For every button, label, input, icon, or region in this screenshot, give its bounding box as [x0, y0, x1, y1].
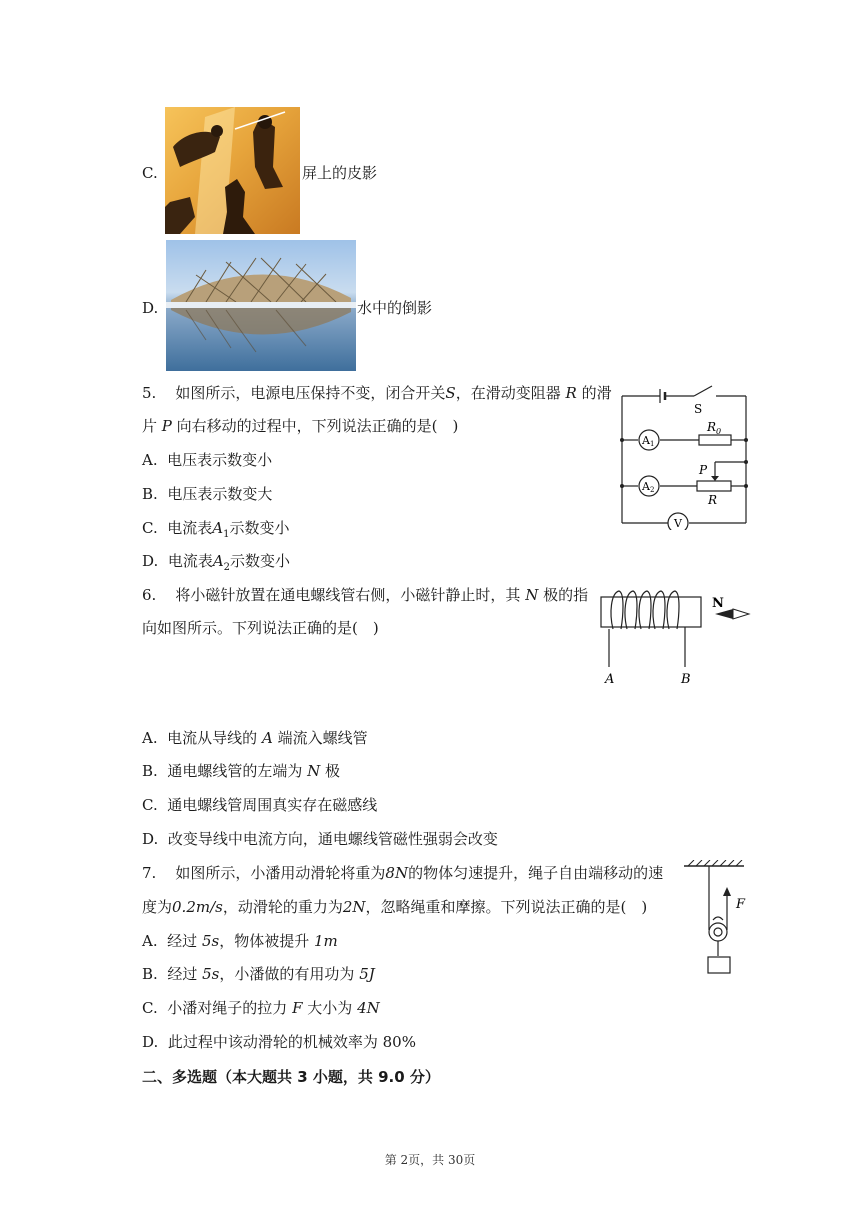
option-text: ，小潘做的有用功为 [219, 965, 355, 983]
q5-var-p: P [161, 417, 172, 435]
q5-text: 如图所示，电源电压保持不变，闭合开关 [175, 384, 446, 402]
q5-line1 [142, 383, 612, 403]
q5-text: 向右移动的过程中，下列说法正确的是( ) [176, 417, 459, 435]
solenoid-diagram [595, 585, 755, 690]
q7-text: ，忽略绳重和摩擦。下列说法正确的是( ) [365, 898, 648, 916]
option-letter: A. [142, 729, 158, 747]
q6-text: 极的指 [543, 586, 589, 604]
option-d-letter: D. [142, 299, 159, 317]
q5-number: 5. [142, 384, 157, 402]
option-var: F [292, 999, 303, 1017]
q5-option-a[interactable] [142, 450, 272, 470]
r0-label-main: R [707, 420, 717, 434]
force-f-label: F [736, 897, 746, 912]
q7-option-a[interactable] [142, 931, 338, 951]
q7-text: 如图所示，小潘用动滑轮将重为 [175, 864, 386, 882]
option-letter: D. [142, 830, 159, 848]
option-d-caption: 水中的倒影 [357, 299, 433, 317]
option-text: 电流从导线的 [167, 729, 258, 747]
option-var: A [212, 519, 224, 537]
option-text: 电压表示数变小 [167, 451, 273, 469]
q7-number: 7. [142, 864, 157, 882]
option-text: 极 [325, 762, 341, 780]
option-text: 80% [382, 1033, 416, 1051]
q7-var-pulley-weight: 2N [342, 898, 366, 916]
q6-line2: 向如图所示。下列说法正确的是( ) [142, 619, 379, 637]
end-a-label: A [605, 672, 615, 687]
q7-var-weight: 8N [385, 864, 409, 882]
option-c-letter: C. [142, 164, 158, 182]
option-text: 大小为 [307, 999, 353, 1017]
a1-label-main: A [642, 434, 650, 447]
option-text: 示数变小 [229, 519, 290, 537]
option-c-caption: 屏上的皮影 [302, 164, 378, 182]
option-var: 5s [201, 932, 220, 950]
q5-text: ，在滑动变阻器 [455, 384, 561, 402]
option-text: 通电螺线管周围真实存在磁感线 [167, 796, 378, 814]
option-text: 此过程中该动滑轮的机械效率为 [167, 1033, 378, 1051]
option-text: 示数变小 [230, 552, 291, 570]
option-sub: 1 [223, 529, 230, 540]
option-text: 经过 [167, 965, 198, 983]
option-text: 经过 [167, 932, 198, 950]
option-text: 电压表示数变大 [167, 485, 273, 503]
a2-label-main: A [642, 480, 650, 493]
option-text: 电流表 [167, 519, 213, 537]
q5-line2 [142, 416, 458, 436]
q5-text: 片 [142, 417, 158, 435]
option-letter: B. [142, 485, 158, 503]
slider-p-label: P [699, 463, 708, 477]
q7-line1 [142, 863, 663, 883]
rheostat-r-label: R [708, 493, 718, 507]
option-var: N [307, 762, 321, 780]
voltmeter-label: V [674, 517, 682, 530]
q6-number: 6. [142, 586, 157, 604]
page-footer: 第 2页，共 30页 [384, 1153, 476, 1167]
option-text: 电流表 [167, 552, 213, 570]
q7-text: ，动滑轮的重力为 [222, 898, 343, 916]
option-text: ，物体被提升 [219, 932, 310, 950]
shadow-puppet-image [165, 107, 300, 234]
option-text: 端流入螺线管 [277, 729, 368, 747]
option-var: 5J [359, 965, 375, 983]
section-multi-choice-title: 二、多选题（本大题共 3 小题，共 9.0 分） [142, 1068, 440, 1086]
switch-label: S [694, 402, 703, 416]
q5-option-c[interactable] [142, 518, 290, 545]
option-var: A [212, 552, 224, 570]
option-letter: B. [142, 965, 158, 983]
q7-text: 的物体匀速提升，绳子自由端移动的速 [408, 864, 664, 882]
q5-var-r: R [565, 384, 577, 402]
option-var: 5s [202, 965, 220, 983]
q7-option-c[interactable] [142, 998, 380, 1018]
q6-text: 将小磁针放置在通电螺线管右侧，小磁针静止时，其 [175, 586, 521, 604]
q5-var-s: S [445, 384, 456, 402]
q6-option-a[interactable] [142, 728, 368, 748]
option-var: 4N [357, 999, 380, 1017]
a1-label-sub: 1 [649, 440, 655, 448]
stadium-reflection-image [166, 240, 356, 371]
q5-option-b[interactable] [142, 484, 272, 504]
option-letter: D. [142, 552, 159, 570]
q5-text: 的滑 [581, 384, 612, 402]
needle-n-label: N [712, 596, 724, 611]
a1-label [641, 434, 654, 448]
option-text: 改变导线中电流方向，通电螺线管磁性强弱会改变 [167, 830, 498, 848]
q6-option-c[interactable] [142, 795, 377, 815]
option-var: 1m [314, 932, 338, 950]
q6-var-n: N [525, 586, 539, 604]
option-text: 小潘对绳子的拉力 [167, 999, 288, 1017]
option-var: A [261, 729, 273, 747]
option-sub: 2 [223, 562, 231, 573]
q7-option-d[interactable] [142, 1032, 416, 1052]
q7-line2 [142, 897, 647, 917]
option-letter: B. [142, 762, 158, 780]
option-letter: D. [142, 1033, 159, 1051]
option-letter: A. [142, 932, 158, 950]
a2-label-sub: 2 [649, 486, 655, 494]
option-letter: C. [142, 999, 158, 1017]
r0-label-sub: 0 [716, 427, 722, 436]
pulley-diagram [680, 860, 760, 978]
r0-label [706, 420, 721, 436]
q6-line1 [142, 585, 588, 605]
q6-option-b[interactable] [142, 761, 340, 781]
option-text: 通电螺线管的左端为 [167, 762, 303, 780]
end-b-label: B [681, 672, 691, 687]
option-letter: C. [142, 519, 158, 537]
a2-label [641, 480, 654, 494]
q7-option-b[interactable] [142, 964, 375, 984]
q5-option-d[interactable] [142, 551, 290, 578]
option-letter: A. [142, 451, 158, 469]
q7-text: 度为 [142, 898, 173, 916]
circuit-diagram [612, 380, 757, 530]
option-letter: C. [142, 796, 158, 814]
q7-var-speed: 0.2m/s [172, 898, 223, 916]
q6-option-d[interactable] [142, 829, 498, 849]
